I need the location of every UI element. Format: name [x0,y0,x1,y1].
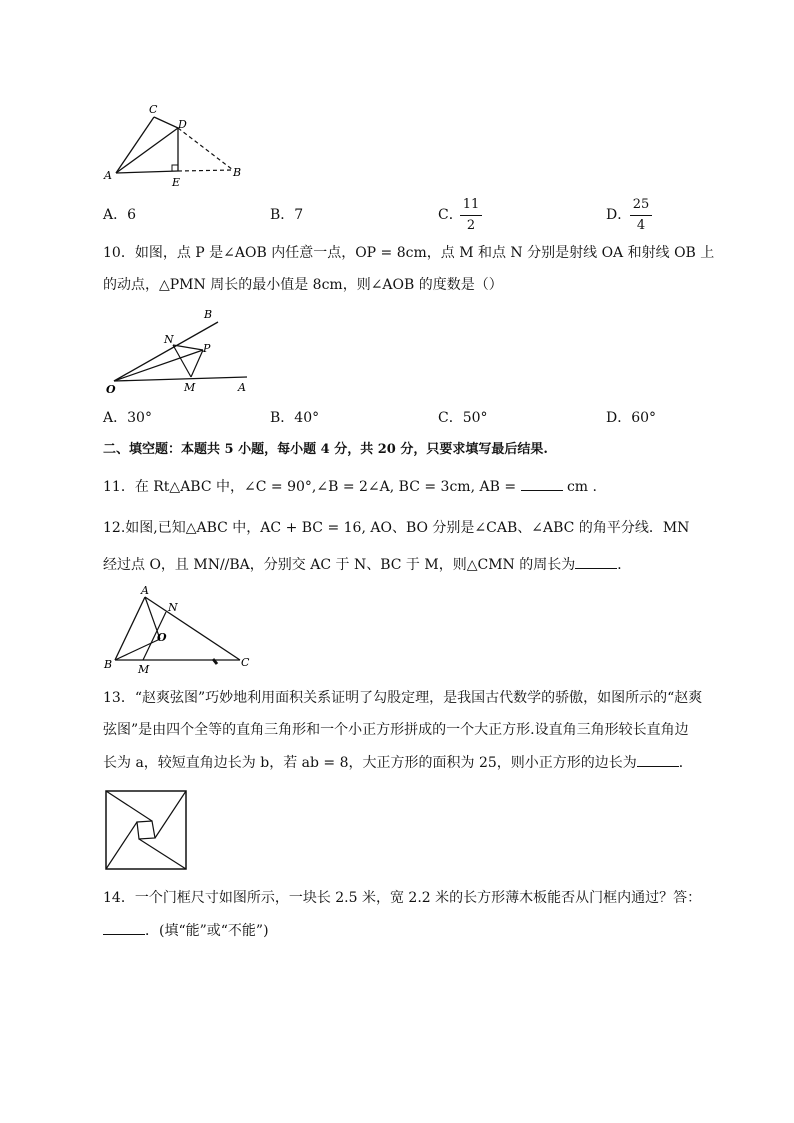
q11-text-after: cm . [566,479,597,495]
fraction-numerator: 25 [632,197,650,212]
q9-option-d-letter: D． [606,207,632,223]
option-letter: D． [606,410,632,426]
q12-label-o: O [157,631,167,644]
q13-answer-blank[interactable] [637,752,679,767]
q10-line-1: 10．如图，点 P 是∠AOB 内任意一点，OP = 8cm，点 M 和点 N 分别是射线 OA 和射线 OB 上 [103,245,715,261]
q10-option-c [438,408,488,428]
option-letter: A． [103,410,128,426]
q10-option-a [103,408,152,428]
q12-line-2-text: 经过点 O，且 MN//BA，分别交 AC 于 N、BC 于 M，则△CMN 的周长为 [103,557,576,573]
q12-label-n: N [168,601,178,614]
q13-line-1: 13．“赵爽弦图”巧妙地利用面积关系证明了勾股定理，是我国古代数学的骄傲，如图所示的“赵爽 [103,690,703,706]
fraction-bar [460,215,482,216]
option-value: 6 [127,207,137,223]
q9-label-a: A [104,169,112,182]
q10-label-a: A [238,381,246,394]
q13-line-3-text: 长为 a，较短直角边长为 b，若 ab = 8，大正方形的面积为 25，则小正方形的边长为 [103,755,637,771]
q10-option-b [270,408,319,428]
q12-label-c: C [241,656,250,669]
fraction-numerator: 11 [462,197,480,212]
q10-option-d [606,408,656,428]
q10-label-p: P [203,342,211,355]
q12-triangle-figure [100,583,260,675]
q11-text [103,476,597,497]
q14-line-2-text: ．(填“能”或“不能”) [145,923,269,939]
option-value: 40° [294,410,320,426]
q10-label-o: O [106,383,116,396]
q14-line-1: 14．一个门框尺寸如图所示，一块长 2.5 米，宽 2.2 米的长方形薄木板能否从门框内通过？答： [103,890,702,906]
option-value: 30° [127,410,152,426]
q9-label-b: B [233,166,242,179]
q9-option-c-fraction [460,197,482,234]
q13-line-3 [103,752,693,773]
q10-label-b: B [204,308,213,321]
q12-label-b: B [104,658,113,671]
q11-text-before: 11．在 Rt△ABC 中，∠C = 90°,∠B = 2∠A, BC = 3cm, AB = [103,479,517,495]
q9-label-e: E [172,176,181,189]
q12-line-2 [103,554,631,575]
option-value: 50° [462,410,488,426]
q12-line-1: 12.如图,已知△ABC 中，AC + BC = 16, AO、BO 分别是∠CAB、∠ABC 的角平分线．MN [103,520,690,536]
option-letter: A． [103,207,128,223]
q9-option-b [270,205,303,225]
q11-answer-blank[interactable] [521,476,563,491]
q9-option-c-letter: C． [438,207,463,223]
fraction-denominator: 4 [636,218,646,233]
q9-triangle-figure [100,100,250,190]
q13-line-3-end: ． [678,755,693,771]
q14-answer-blank[interactable] [103,920,145,935]
fraction-denominator: 2 [466,218,476,233]
q12-label-a: A [141,584,149,597]
q12-label-m: M [138,663,150,675]
option-letter: C． [438,410,463,426]
q9-label-d: D [178,118,187,131]
fraction-bar [630,215,652,216]
q9-option-d-fraction [630,197,652,234]
option-letter: B． [270,207,295,223]
q9-label-c: C [149,103,158,116]
option-letter: B． [270,410,295,426]
option-value: 60° [631,410,657,426]
section-2-heading: 二、填空题：本题共 5 小题，每小题 4 分，共 20 分，只要求填写最后结果. [103,442,548,457]
option-value: 7 [294,207,304,223]
q10-line-2: 的动点，△PMN 周长的最小值是 8cm，则∠AOB 的度数是（） [103,277,503,293]
q10-label-n: N [164,333,174,346]
q10-label-m: M [184,381,196,394]
q13-line-2: 弦图”是由四个全等的直角三角形和一个小正方形拼成的一个大正方形.设直角三角形较长直角边 [103,722,689,738]
q14-line-2 [103,920,269,941]
q10-angle-figure [100,305,260,397]
q13-zhao-shuang-diagram [103,788,189,872]
q9-option-a [103,205,136,225]
q12-line-2-end: ． [617,557,632,573]
q12-answer-blank[interactable] [575,554,617,569]
